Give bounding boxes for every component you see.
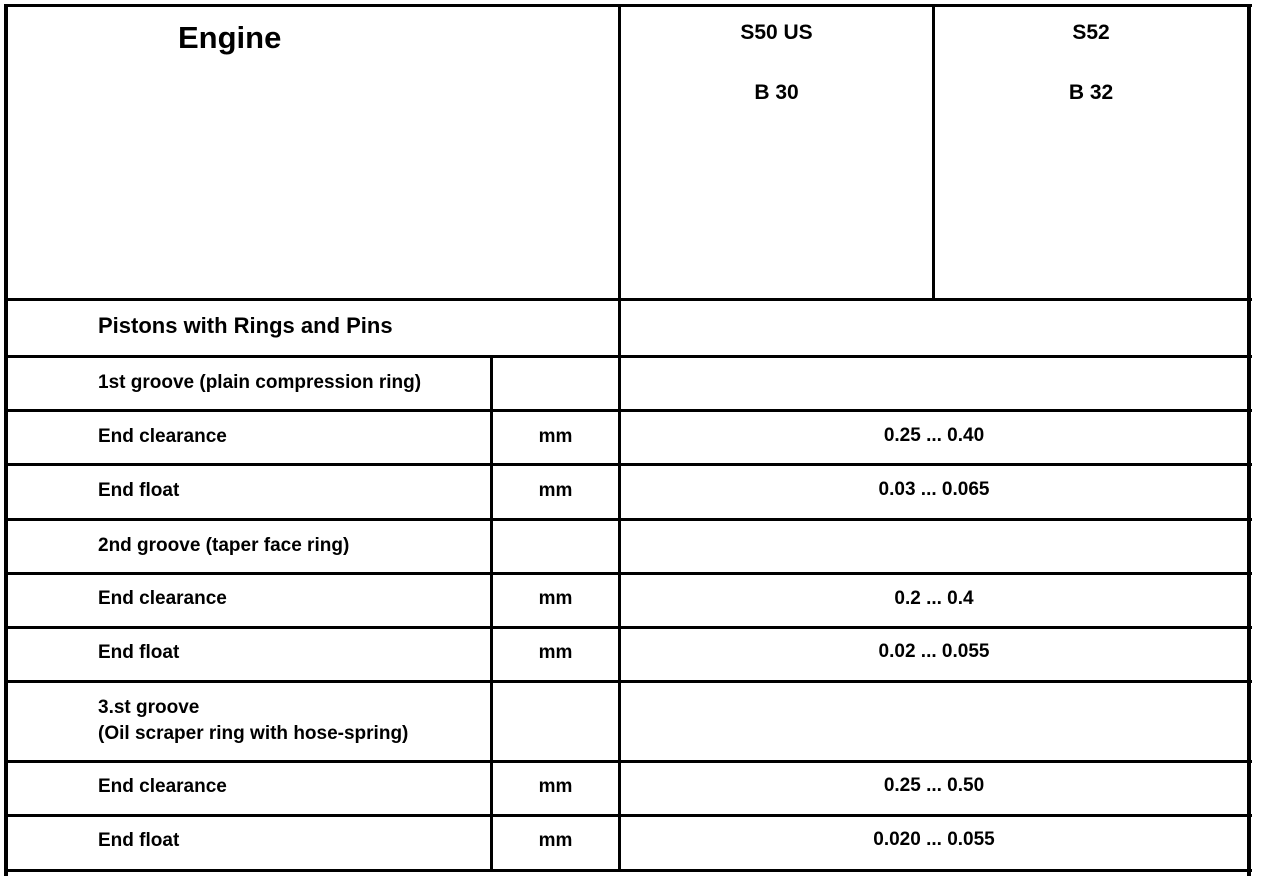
row-value: 0.25 ... 0.50: [883, 775, 985, 796]
border-top: [4, 4, 1252, 7]
row-label: End float: [98, 830, 180, 851]
row-unit: mm: [538, 480, 573, 501]
row-label-line2: (Oil scraper ring with hose-spring): [98, 723, 409, 744]
row-value: 0.2 ... 0.4: [894, 588, 974, 609]
row-line: [4, 298, 1252, 301]
row-line: [4, 760, 1252, 763]
row-unit: mm: [538, 642, 573, 663]
model-s50-name: S50 US: [740, 21, 813, 44]
row-label: 2nd groove (taper face ring): [98, 535, 350, 556]
row-value: 0.020 ... 0.055: [873, 829, 995, 850]
row-value: 0.02 ... 0.055: [878, 641, 990, 662]
engine-title: Engine: [178, 20, 282, 55]
row-label: End float: [98, 642, 180, 663]
row-line: [4, 572, 1252, 575]
row-unit: mm: [538, 588, 573, 609]
row-value: 0.03 ... 0.065: [878, 479, 990, 500]
model-s50-code: B 30: [754, 81, 799, 104]
model-s52-name: S52: [1072, 21, 1110, 44]
row-line: [4, 463, 1252, 466]
row-label: 3.st groove: [98, 697, 200, 718]
row-label: End clearance: [98, 776, 227, 797]
row-line: [4, 680, 1252, 683]
border-bottom: [4, 869, 1252, 872]
row-label: End float: [98, 480, 180, 501]
row-unit: mm: [538, 426, 573, 447]
row-unit: mm: [538, 776, 573, 797]
border-right: [1247, 4, 1251, 876]
section-title: Pistons with Rings and Pins: [98, 313, 393, 338]
row-unit: mm: [538, 830, 573, 851]
border-left: [4, 4, 8, 876]
row-label: End clearance: [98, 588, 227, 609]
row-line: [4, 518, 1252, 521]
row-label: 1st groove (plain compression ring): [98, 372, 422, 393]
row-line: [4, 355, 1252, 358]
row-label: End clearance: [98, 426, 227, 447]
model-s52-code: B 32: [1068, 81, 1114, 104]
row-line: [4, 814, 1252, 817]
row-value: 0.25 ... 0.40: [883, 425, 985, 446]
row-line: [4, 409, 1252, 412]
row-line: [4, 626, 1252, 629]
divider-models: [932, 4, 935, 301]
